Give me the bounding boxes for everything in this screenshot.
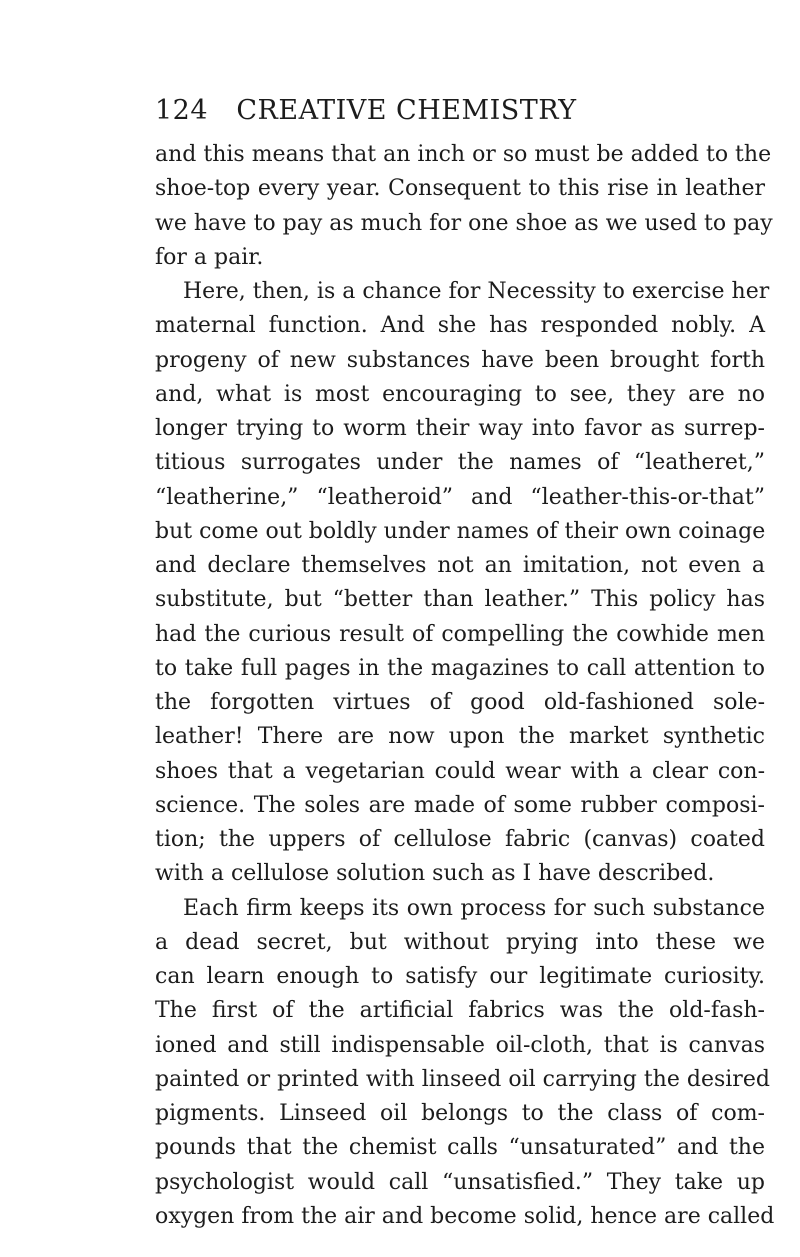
text-line: longer trying to worm their way into favor as surrep- [155,416,765,441]
text-line: pounds that the chemist calls “unsaturated” and the [155,1135,765,1161]
text-line: to take full pages in the magazines to call attention to [155,655,765,681]
text-line: with a cellulose solution such as I have described. [155,861,715,887]
text-line: for a pair. [155,244,264,270]
text-line: but come out boldly under names of their own coinage [155,518,766,544]
text-line: psychologist would call “unsatisfied.” They take up [155,1169,765,1195]
text-line: painted or printed with linseed oil carrying the desired [155,1066,770,1092]
text-line: had the curious result of compelling the cowhide men [155,621,765,647]
text-line: can learn enough to satisfy our legitimate curiosity. [155,964,765,989]
running-title: CREATIVE CHEMISTRY [236,95,577,126]
running-head [155,95,628,135]
text-line: pigments. Linseed oil belongs to the class of com- [155,1101,765,1126]
text-line: shoe-top every year. Consequent to this rise in leather [155,176,765,202]
text-line: Each firm keeps its own process for such substance [183,895,765,921]
text-line: “leatherine,” “leatheroid” and “leather-this-or-that” [155,484,765,510]
text-line: maternal function. And she has responded nobly. A [155,313,765,339]
text-line: The first of the artificial fabrics was the old-fash- [155,998,765,1024]
text-line: science. The soles are made of some rubber composi- [155,792,765,818]
text-line: and declare themselves not an imitation, not even a [155,553,765,578]
text-line: substitute, but “better than leather.” This policy has [155,587,765,613]
page-number: 124 [155,95,209,126]
text-line: leather! There are now upon the market synthetic [155,724,765,750]
text-line: the forgotten virtues of good old-fashioned sole- [155,690,765,715]
text-line: Here, then, is a chance for Necessity to exercise her [183,279,770,304]
text-line: a dead secret, but without prying into these we [155,929,765,955]
text-line: oxygen from the air and become solid, hence are called [155,1203,775,1229]
body-text [155,138,775,1234]
text-line: and this means that an inch or so must be added to the [155,142,772,167]
text-line: and, what is most encouraging to see, they are no [155,381,765,407]
text-line: we have to pay as much for one shoe as we used to pay [155,210,773,236]
text-line: progeny of new substances have been brought forth [155,347,765,373]
text-line: shoes that a vegetarian could wear with a clear con- [155,758,765,784]
text-line: tion; the uppers of cellulose fabric (canvas) coated [155,827,765,852]
text-line: ioned and still indispensable oil-cloth, that is canvas [155,1032,765,1058]
text-line: titious surrogates under the names of “leatheret,” [155,450,765,476]
